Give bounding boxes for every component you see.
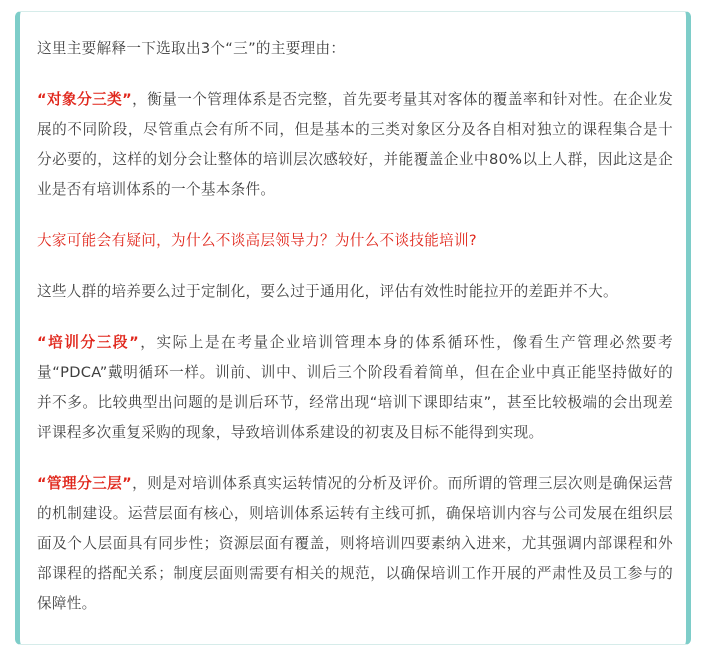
target-groups-text: ，衡量一个管理体系是否完整，首先要考量其对客体的覆盖率和针对性。在企业发展的不同阶段，尽管重点会有所不同，但是基本的三类对象区分及各自相对独立的课程集合是十分必要的，这样的划分会让整体的培训层次感较好，并能覆盖企业中80%以上人群，因此这是企业是否有培训体系的一个基本条件。 xyxy=(37,91,673,198)
intro-paragraph: 这里主要解释一下选取出3个“三”的主要理由： xyxy=(37,40,346,57)
question-paragraph: 大家可能会有疑问，为什么不谈高层领导力？为什么不谈技能培训? xyxy=(37,232,477,249)
section-management-layers xyxy=(37,469,673,619)
target-groups-heading: “对象分三类” xyxy=(37,91,133,108)
section-training-stages xyxy=(37,328,673,448)
section-target-groups xyxy=(37,85,673,205)
training-stages-text: ，实际上是在考量企业培训管理本身的体系循环性，像看生产管理必然要考量“PDCA”戴明循环一样。训前、训中、训后三个阶段看着简单，但在企业中真正能坚持做好的并不多。比较典型出问题的是训后环节，经常出现“培训下课即结束”，甚至比较极端的会出现差评课程多次重复采购的现象，导致培训体系建设的初衷及目标不能得到实现。 xyxy=(37,334,673,441)
management-layers-heading: “管理分三层” xyxy=(37,475,133,492)
article-content xyxy=(37,34,673,619)
management-layers-text: ，则是对培训体系真实运转情况的分析及评价。而所谓的管理三层次则是确保运营的机制建设。运营层面有核心，则培训体系运转有主线可抓，确保培训内容与公司发展在组织层面及个人层面具有同步性；资源层面有覆盖，则将培训四要素纳入进来，尤其强调内部课程和外部课程的搭配关系；制度层面则需要有相关的规范，以确保培训工作开展的严肃性及员工参与的保障性。 xyxy=(37,475,673,612)
training-stages-heading: “培训分三段” xyxy=(37,334,139,351)
answer-paragraph: 这些人群的培养要么过于定制化，要么过于通用化，评估有效性时能拉开的差距并不大。 xyxy=(37,283,618,300)
